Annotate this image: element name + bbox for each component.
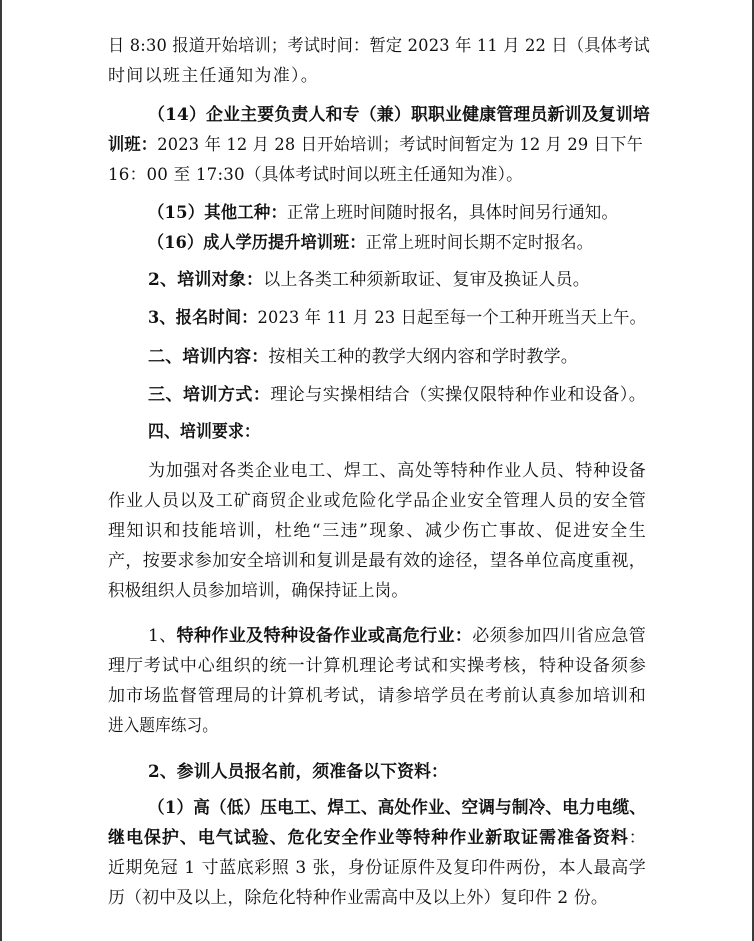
paragraph-line: [148, 345, 578, 369]
text-segment: 必须参加四川省应急管: [472, 626, 647, 646]
paragraph-line: [108, 163, 523, 187]
paragraph-line: [148, 796, 646, 820]
paragraph-line: [108, 856, 646, 880]
bold-text-segment: 3、报名时间：: [148, 308, 258, 328]
paragraph-line: [148, 201, 618, 225]
paragraph-line: [148, 383, 646, 407]
paragraph-line: [108, 579, 408, 603]
paragraph-line: [148, 231, 593, 255]
paragraph-line: [148, 624, 646, 648]
paragraph-line: [108, 714, 218, 738]
text-segment: 产，按要求参加安全培训和复训是最有效的途径，望各单位高度重视，: [108, 551, 647, 571]
text-segment: 2023 年 12 月 28 日开始培训；考试时间暂定为 12 月 29 日下午: [157, 135, 643, 155]
bold-text-segment: （15）其他工种：: [148, 203, 288, 223]
paragraph-line: [148, 459, 647, 483]
text-segment: 1、: [148, 626, 177, 646]
text-segment: 以上各类工种须新取证、复审及换证人员。: [263, 270, 590, 290]
paragraph-line: [148, 103, 650, 127]
paragraph-line: [108, 133, 643, 157]
paragraph-line: [108, 886, 608, 910]
bold-text-segment: 训班：: [108, 135, 158, 155]
text-segment: 理厅考试中心组织的统一计算机理论考试和实操考核，特种设备须参: [108, 656, 647, 676]
text-segment: 加市场监督管理局的计算机考试，请参培学员在考前认真参加培训和: [108, 686, 647, 706]
text-segment: 理论与实操相结合（实操仅限特种作业和设备）。: [270, 385, 647, 405]
paragraph-line: [148, 420, 260, 444]
text-segment: ：: [628, 828, 647, 848]
bold-text-segment: 2、培训对象：: [148, 270, 264, 290]
text-segment: 进入题库练习。: [108, 716, 218, 736]
text-segment: 历（初中及以上，除危化特种作业需高中及以上外）复印件 2 份。: [108, 888, 608, 908]
paragraph-line: [148, 306, 646, 330]
paragraph-line: [108, 489, 647, 513]
paragraph-line: [108, 826, 647, 850]
paragraph-line: [108, 549, 646, 573]
text-segment: 作业人员以及工矿商贸企业或危险化学品企业安全管理人员的安全管: [108, 491, 647, 511]
bold-text-segment: 二、培训内容：: [148, 347, 269, 367]
bold-text-segment: （14）企业主要负责人和专（兼）职职业健康管理员新训及复训培: [148, 105, 650, 125]
text-segment: 近期免冠 1 寸蓝底彩照 3 张，身份证原件及复印件两份，本人最高学: [108, 858, 647, 878]
bold-text-segment: 2、参训人员报名前，须准备以下资料：: [148, 762, 448, 782]
bold-text-segment: 特种作业及特种设备作业或高危行业：: [176, 626, 473, 646]
paragraph-line: [108, 64, 319, 88]
paragraph-line: [148, 268, 590, 292]
bold-text-segment: （1）高（低）压电工、焊工、高处作业、空调与制冷、电力电缆、: [148, 798, 646, 818]
paragraph-line: [108, 654, 647, 678]
text-segment: 日 8:30 报道开始培训；考试时间：暂定 2023 年 11 月 22 日（具体考试: [108, 36, 650, 56]
text-segment: 正常上班时间长期不定时报名。: [365, 233, 593, 253]
text-segment: 按相关工种的教学大纲内容和学时教学。: [268, 347, 578, 367]
text-segment: 理知识和技能培训，杜绝“三违”现象、减少伤亡事故、促进安全生: [108, 521, 648, 541]
paragraph-line: [108, 684, 647, 708]
paragraph-line: [108, 34, 650, 58]
paragraph-line: [108, 519, 647, 543]
text-segment: 时间以班主任通知为准）。: [108, 66, 320, 86]
bold-text-segment: 继电保护、电气试验、危化安全作业等特种作业新取证需准备资料: [108, 828, 629, 848]
text-segment: 2023 年 11 月 23 日起至每一个工种开班当天上午。: [257, 308, 646, 328]
bold-text-segment: 四、培训要求：: [148, 422, 260, 442]
text-segment: 16：00 至 17:30（具体考试时间以班主任通知为准）。: [108, 165, 523, 185]
page-left-edge: [0, 0, 2, 941]
bold-text-segment: （16）成人学历提升培训班：: [148, 233, 366, 253]
text-segment: 积极组织人员参加培训，确保持证上岗。: [108, 581, 408, 601]
text-segment: 为加强对各类企业电工、焊工、高处等特种作业人员、特种设备: [148, 461, 647, 481]
paragraph-line: [148, 760, 448, 784]
bold-text-segment: 三、培训方式：: [148, 385, 271, 405]
text-segment: 正常上班时间随时报名，具体时间另行通知。: [287, 203, 618, 223]
